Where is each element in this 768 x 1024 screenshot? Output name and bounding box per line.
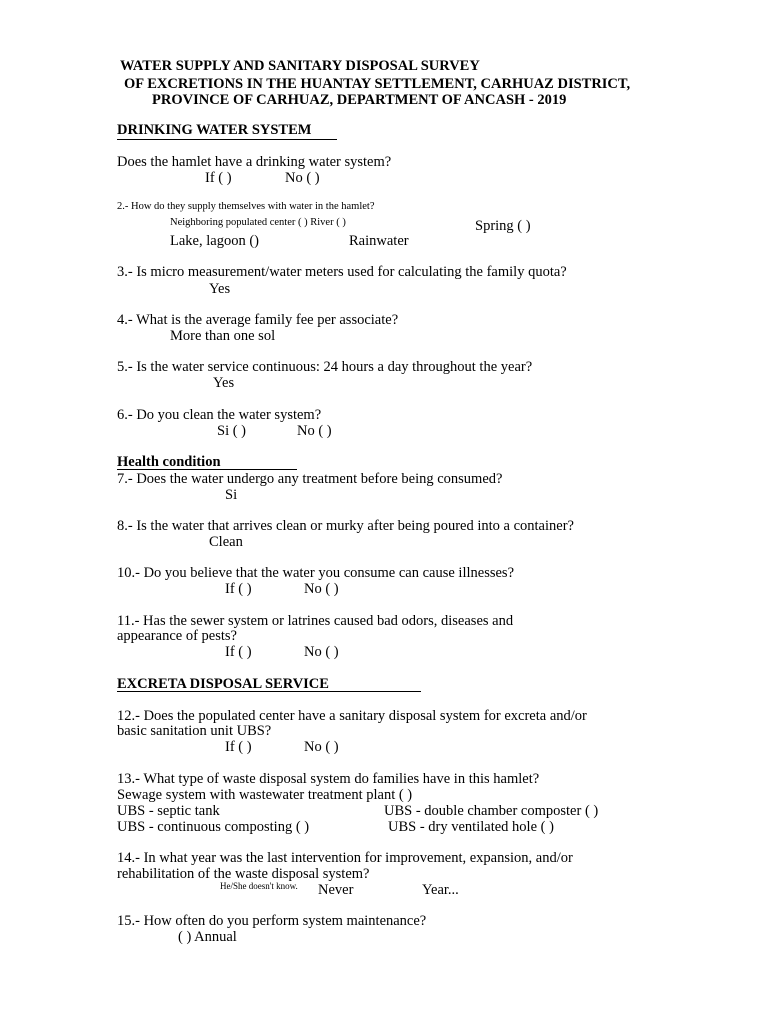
- section-heading-health: Health condition: [117, 454, 221, 470]
- q2-option-rainwater: Rainwater: [349, 233, 409, 249]
- q4-answer: More than one sol: [170, 328, 276, 344]
- q13-option-sewage: Sewage system with wastewater treatment plant ( ): [117, 787, 413, 803]
- q13-option-continuous: UBS - continuous composting ( ): [117, 819, 310, 835]
- question-8: 8.- Is the water that arrives clean or murky after being poured into a container?: [117, 518, 574, 534]
- q2-option-spring: Spring ( ): [475, 218, 531, 234]
- question-4: 4.- What is the average family fee per associate?: [117, 312, 399, 328]
- q10-option-if: If ( ): [225, 581, 252, 597]
- section-underline-health: [117, 469, 297, 470]
- question-2: 2.- How do they supply themselves with water in the hamlet?: [117, 201, 375, 212]
- q15-answer: ( ) Annual: [178, 929, 237, 945]
- q13-option-dry-hole: UBS - dry ventilated hole ( ): [388, 819, 554, 835]
- q6-option-no: No ( ): [297, 423, 332, 439]
- question-6: 6.- Do you clean the water system?: [117, 407, 322, 423]
- q3-answer: Yes: [209, 281, 231, 297]
- section-heading-water: DRINKING WATER SYSTEM: [117, 122, 312, 138]
- q13-option-septic: UBS - septic tank: [117, 803, 220, 819]
- q2-option-lake: Lake, lagoon (): [170, 233, 259, 249]
- q12-option-no: No ( ): [304, 739, 339, 755]
- question-11-line-1: 11.- Has the sewer system or latrines caused bad odors, diseases and: [117, 613, 514, 629]
- q7-answer: Si: [225, 487, 238, 503]
- question-1: Does the hamlet have a drinking water system?: [117, 154, 392, 170]
- q8-answer: Clean: [209, 534, 243, 550]
- section-heading-excreta: EXCRETA DISPOSAL SERVICE: [117, 676, 329, 692]
- question-15: 15.- How often do you perform system maintenance?: [117, 913, 427, 929]
- q14-option-never: Never: [318, 882, 354, 898]
- q11-option-if: If ( ): [225, 644, 252, 660]
- q1-option-no: No ( ): [285, 170, 320, 186]
- question-5: 5.- Is the water service continuous: 24 hours a day throughout the year?: [117, 359, 533, 375]
- question-12-line-2: basic sanitation unit UBS?: [117, 723, 272, 739]
- q6-option-si: Si ( ): [217, 423, 246, 439]
- q11-option-no: No ( ): [304, 644, 339, 660]
- q14-option-year: Year...: [422, 882, 459, 898]
- section-underline-excreta: [117, 691, 421, 692]
- q1-option-if: If ( ): [205, 170, 232, 186]
- question-10: 10.- Do you believe that the water you consume can cause illnesses?: [117, 565, 515, 581]
- question-12-line-1: 12.- Does the populated center have a sanitary disposal system for excreta and/or: [117, 708, 587, 724]
- section-underline-water: [117, 139, 337, 140]
- title-line-1: WATER SUPPLY AND SANITARY DISPOSAL SURVEY: [120, 58, 480, 74]
- question-14-line-1: 14.- In what year was the last intervention for improvement, expansion, and/or: [117, 850, 573, 866]
- question-14-line-2: rehabilitation of the waste disposal system?: [117, 866, 370, 882]
- q10-option-no: No ( ): [304, 581, 339, 597]
- q12-option-if: If ( ): [225, 739, 252, 755]
- title-line-2: OF EXCRETIONS IN THE HUANTAY SETTLEMENT, CARHUAZ DISTRICT,: [124, 76, 631, 92]
- question-7: 7.- Does the water undergo any treatment before being consumed?: [117, 471, 503, 487]
- question-13: 13.- What type of waste disposal system do families have in this hamlet?: [117, 771, 540, 787]
- q5-answer: Yes: [213, 375, 235, 391]
- question-3: 3.- Is micro measurement/water meters used for calculating the family quota?: [117, 264, 567, 280]
- question-11-line-2: appearance of pests?: [117, 628, 237, 644]
- title-line-3: PROVINCE OF CARHUAZ, DEPARTMENT OF ANCASH - 2019: [152, 92, 567, 108]
- q14-option-dont-know: He/She doesn't know.: [220, 881, 298, 891]
- q2-option-neighbor-river: Neighboring populated center ( ) River ( ): [170, 217, 346, 228]
- q13-option-double-chamber: UBS - double chamber composter ( ): [384, 803, 599, 819]
